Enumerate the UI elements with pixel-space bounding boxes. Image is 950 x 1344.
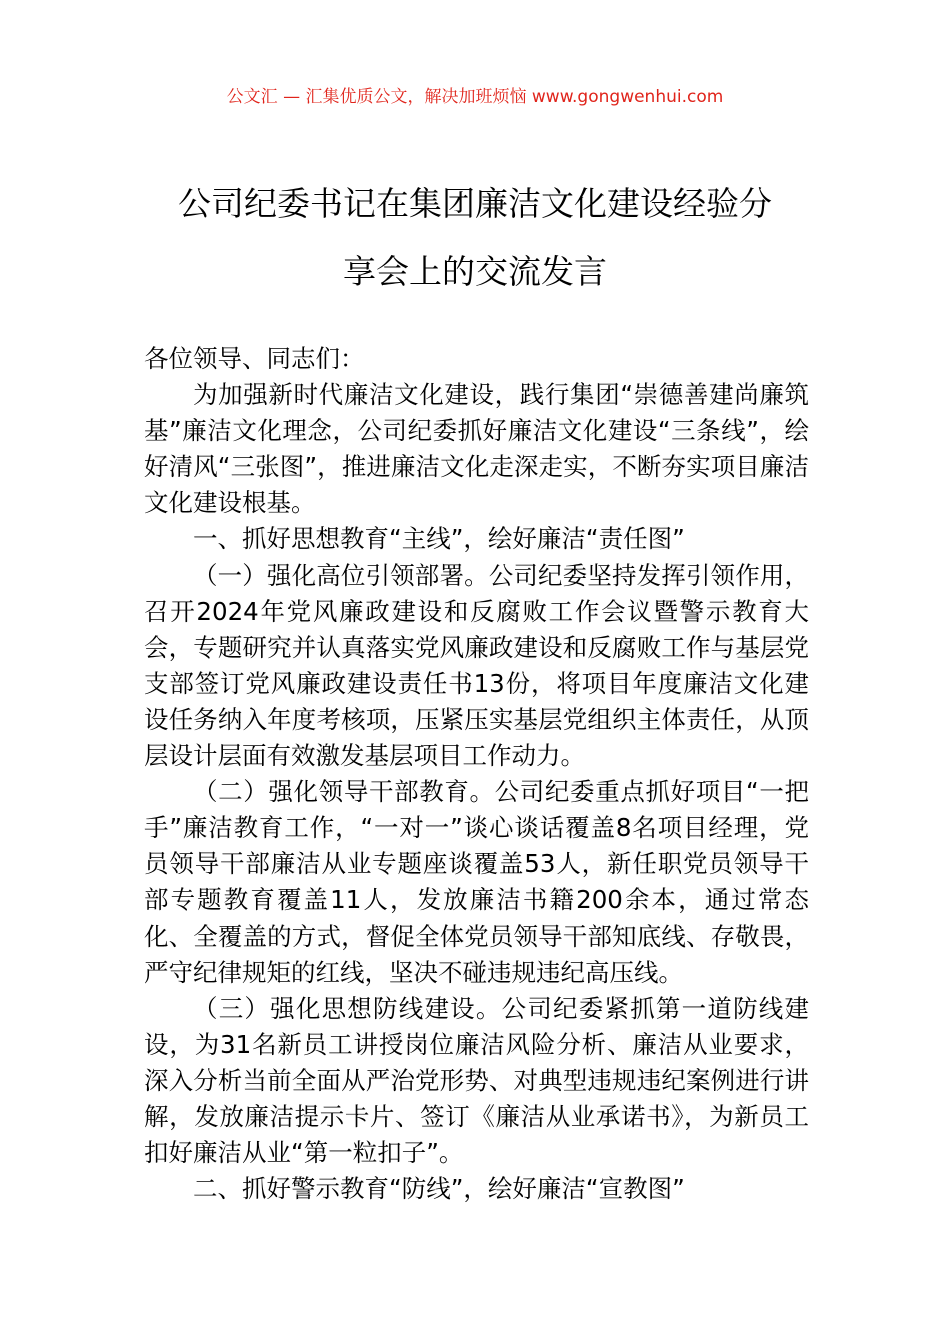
intro-paragraph: 为加强新时代廉洁文化建设，践行集团“崇德善建尚廉筑基”廉洁文化理念，公司纪委抓好廉洁文化建设“三条线”，绘好清风“三张图”，推进廉洁文化走深走实，不断夯实项目廉洁文化建设根基。 — [144, 380, 809, 518]
section1-heading: 一、抓好思想教育“主线”，绘好廉洁“责任图” — [193, 524, 685, 554]
document-body — [144, 341, 809, 1207]
header-banner: 公文汇 — 汇集优质公文，解决加班烦恼 www.gongwenhui.com — [226, 87, 724, 107]
document-title-line1: 公司纪委书记在集团廉洁文化建设经验分 — [178, 184, 772, 223]
section1-paragraph1: （一）强化高位引领部署。公司纪委坚持发挥引领作用，召开2024年党风廉政建设和反腐败工作会议暨警示教育大会，专题研究并认真落实党风廉政建设和反腐败工作与基层党支部签订党风廉政建设责任书13份，将项目年度廉洁文化建设任务纳入年度考核项，压紧压实基层党组织主体责任，从顶层设计层面有效激发基层项目工作动力。 — [144, 560, 809, 771]
document-title-line2: 享会上的交流发言 — [343, 252, 607, 291]
section1-paragraph3: （三）强化思想防线建设。公司纪委紧抓第一道防线建设，为31名新员工讲授岗位廉洁风险分析、廉洁从业要求，深入分析当前全面从严治党形势、对典型违规违纪案例进行讲解，发放廉洁提示卡片、签订《廉洁从业承诺书》，为新员工扣好廉洁从业“第一粒扣子”。 — [144, 993, 809, 1168]
section1-paragraph2: （二）强化领导干部教育。公司纪委重点抓好项目“一把手”廉洁教育工作，“一对一”谈心谈话覆盖8名项目经理，党员领导干部廉洁从业专题座谈覆盖53人，新任职党员领导干部专题教育覆盖11人，发放廉洁书籍200余本，通过常态化、全覆盖的方式，督促全体党员领导干部知底线、存敬畏，严守纪律规矩的红线，坚决不碰违规违纪高压线。 — [144, 777, 809, 987]
greeting: 各位领导、同志们： — [144, 344, 365, 373]
section2-heading: 二、抓好警示教育“防线”，绘好廉洁“宣教图” — [193, 1174, 685, 1204]
